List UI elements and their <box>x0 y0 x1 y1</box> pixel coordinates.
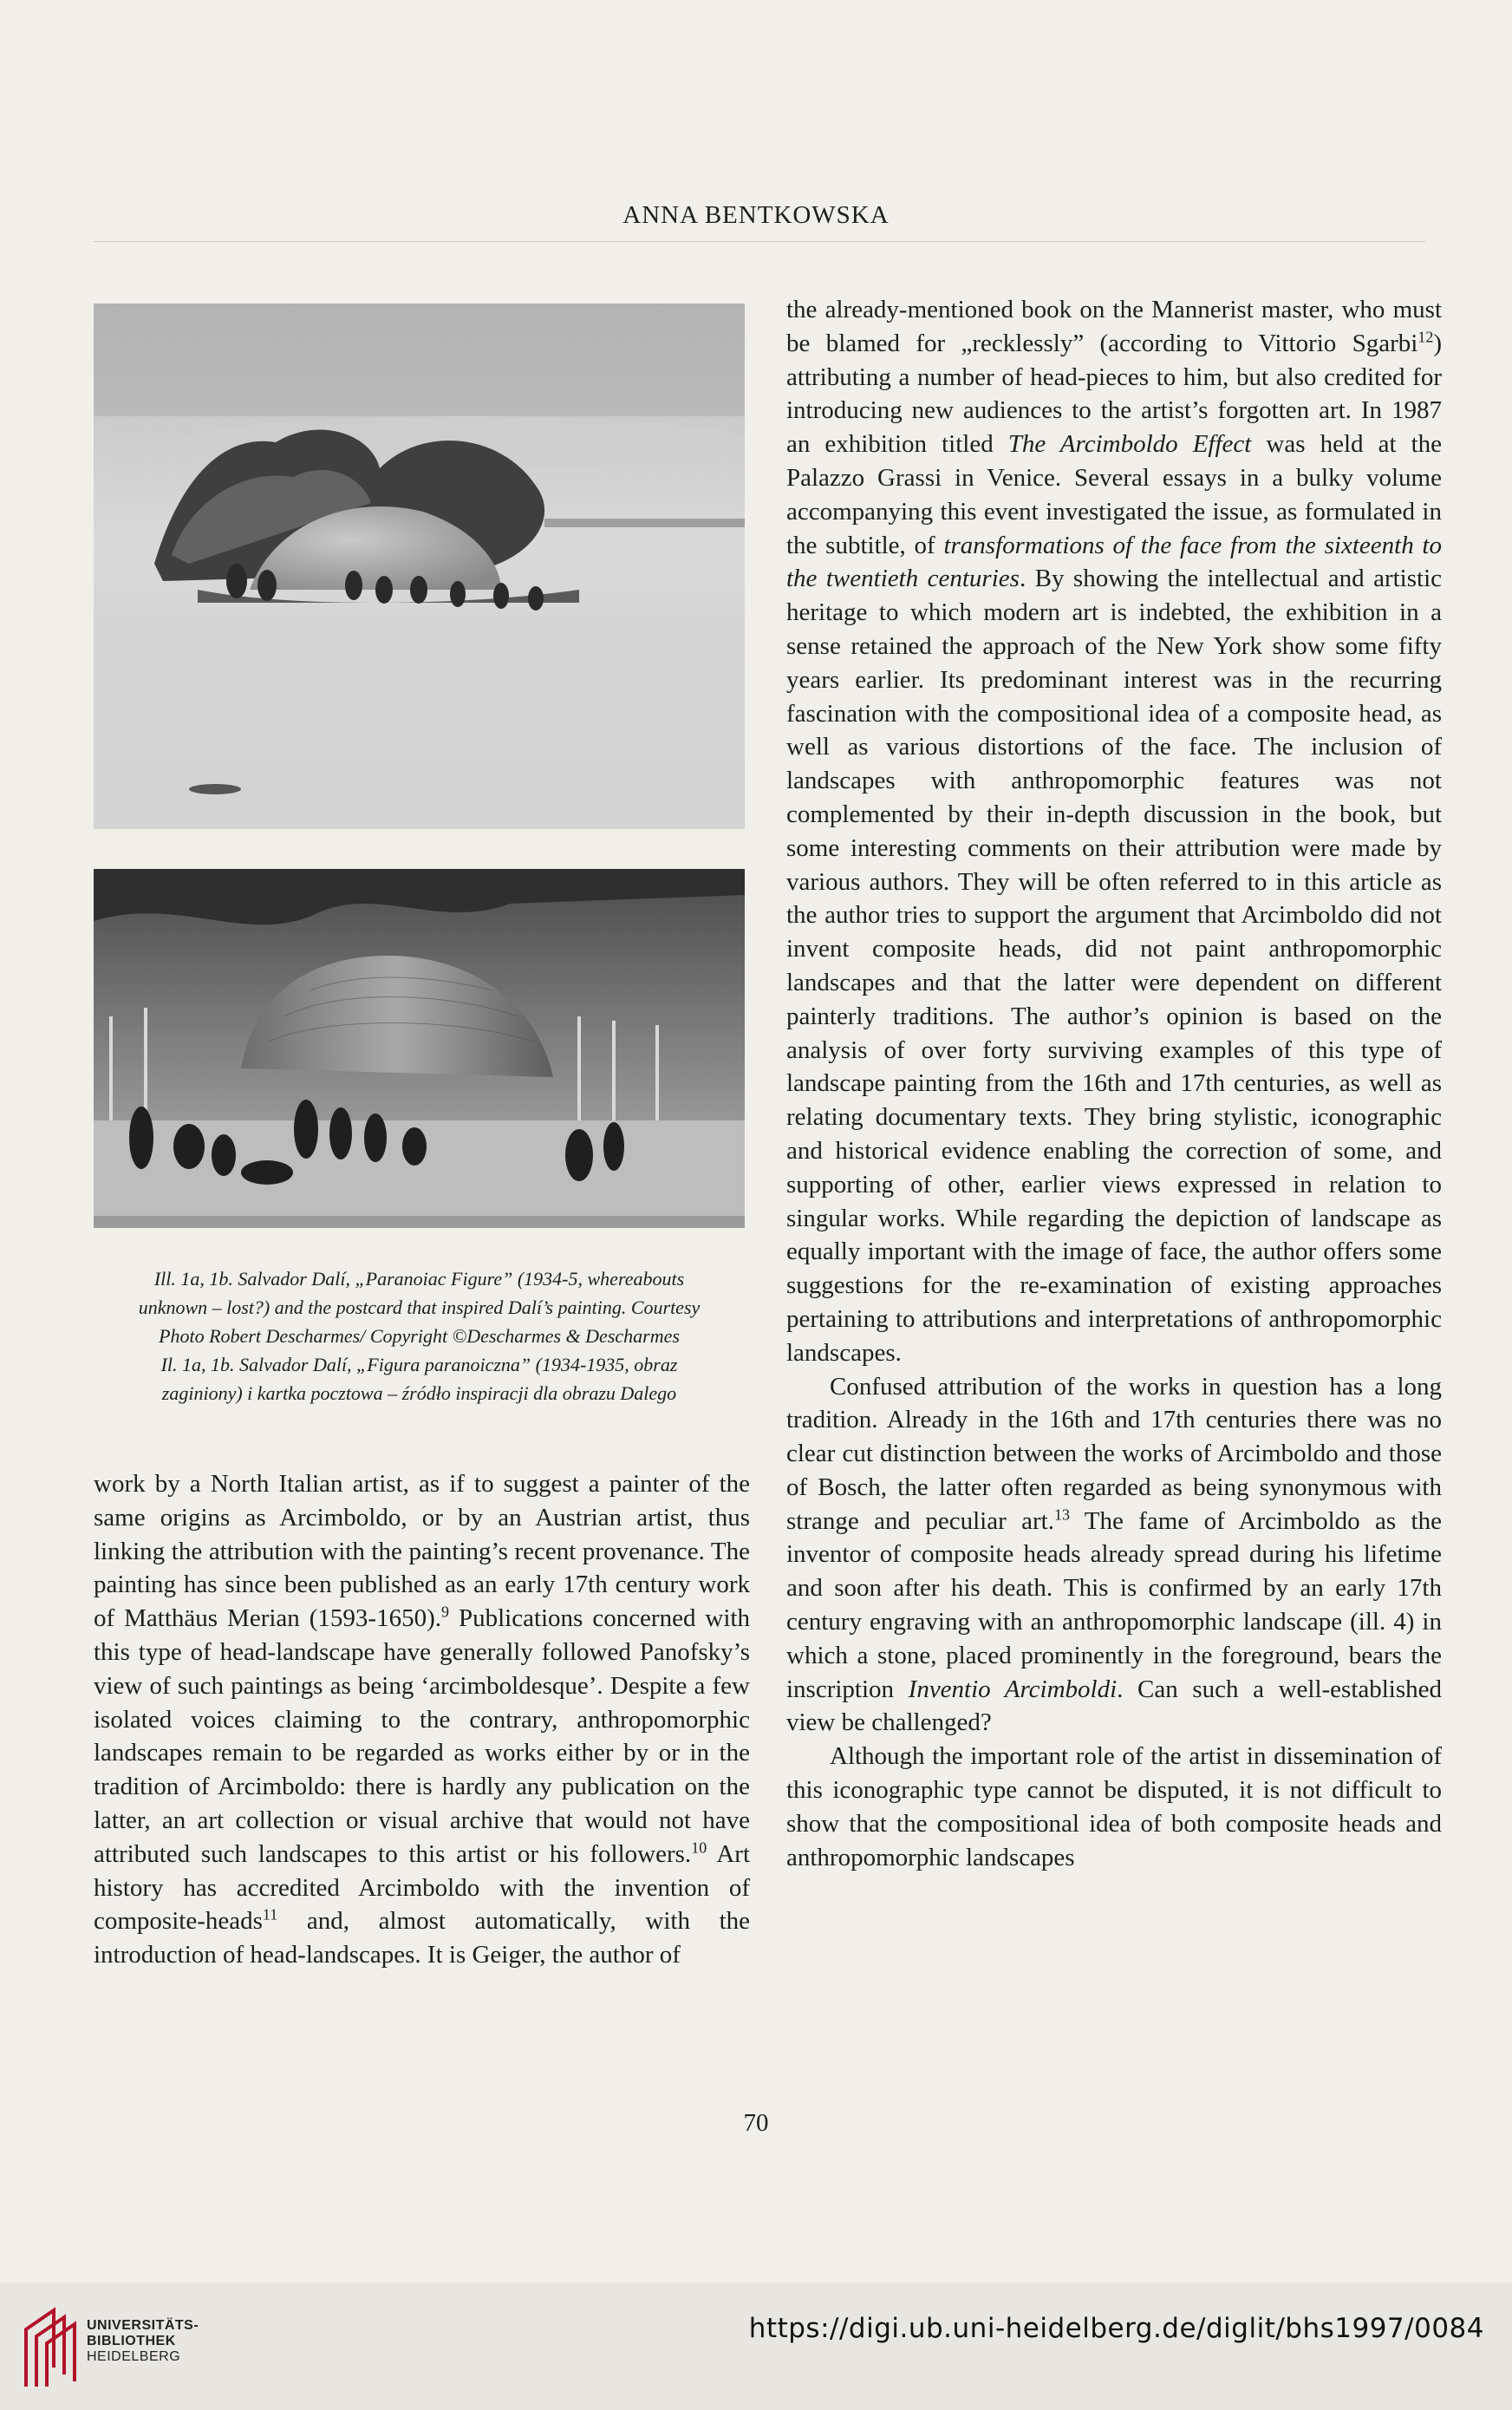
text-run: and, almost automatically, with the introduction of head-landscapes. It is Geiger, the author of <box>94 1907 750 1969</box>
figure-1a-painting <box>94 304 745 829</box>
left-column <box>94 1467 750 1972</box>
paragraph <box>786 1370 1442 1741</box>
footnote-ref: 11 <box>262 1905 278 1923</box>
text-run: Publications concerned with this type of head-landscape have generally followed Panofsky’s view of such paintings as being ‘arcimboldesque’. Despite a few isolated voices claiming to the contrary, anthropomorphic landscapes remain to be regarded as works either by or in the tradition of Arcimboldo: there is hardly any publication on the latter, an art collection or visual archive that would not have attributed such landscapes to this artist or his followers. <box>94 1604 750 1868</box>
postcard-image <box>94 869 745 1228</box>
text-run: . By showing the intellectual and artistic heritage to which modern art is indebted, the exhibition in a sense retained the approach of the New York show some fifty years earlier. Its predominant interest was in the recurring fascination with the compositional idea of a composite head, as well as various distortions of the face. The inclusion of landscapes with anthropomorphic features was not complemented by their in-depth discussion in the book, but some interesting comments on their attribution were made by various authors. They will be often referred to in this article as the author tries to support the argument that Arcimboldo did not invent composite heads, did not paint anthropomorphic landscapes and that the latter were dependent on different painterly traditions. The author’s opinion is based on the analysis of over forty surviving examples of this type of landscape painting from the 16th and 17th centuries, as well as relating documentary texts. They bring stylistic, iconographic and historical evidence enabling the correction of some, and supporting of other, earlier views expressed in relation to singular works. While regarding the depiction of landscape as equally important with the image of face, the author offers some suggestions for the re-examination of existing approaches pertaining to attributions and interpretations of anthropomorphic landscapes. <box>786 565 1442 1367</box>
paragraph <box>94 1467 750 1972</box>
exhibition-title: The Arcimboldo Effect <box>1007 430 1252 459</box>
text-run: Art history has accredited Arcimboldo with the invention of composite-heads <box>94 1839 751 1936</box>
source-url-link[interactable]: https://digi.ub.uni-heidelberg.de/diglit/bhs1997/0084 <box>748 2313 1484 2344</box>
library-logo-icon <box>19 2303 81 2390</box>
inscription: Inventio Arcimboldi <box>908 1675 1118 1703</box>
text-run: The fame of Arcimboldo as the inventor of composite heads already spread during his lifetime and soon after his death. This is confirmed by an early 17th century engraving with an anthropomorphic landscape (ill. 4) in which a stone, placed prominently in the foreground, bears the inscription <box>786 1506 1442 1703</box>
caption-line: zaginiony) i kartka pocztowa – źródło inspiracji dla obrazu Dalego <box>161 1382 677 1404</box>
library-name-line: BIBLIOTHEK <box>87 2334 176 2348</box>
text-run: . Can such a well-established view be challenged? <box>786 1675 1443 1737</box>
footnote-ref: 10 <box>691 1839 707 1857</box>
painting-image <box>94 304 745 829</box>
running-head: ANNA BENTKOWSKA <box>622 201 890 229</box>
text-run: was held at the Palazzo Grassi in Venice. Several essays in a bulky volume accompanying this event investigated the issue, as formulated in the subtitle, of <box>786 430 1442 559</box>
library-name-line: UNIVERSITÄTS- <box>87 2318 199 2333</box>
text-run: ) attributing a number of head-pieces to him, but also credited for introducing new audiences to the artist’s forgotten art. In 1987 an exhibition titled <box>786 329 1442 459</box>
text-run: work by a North Italian artist, as if to suggest a painter of the same origins as Arcimboldo, or by an Austrian artist, thus linking the attribution with the painting’s recent provenance. The painting has since been published as an early 17th century work of Matthäus Merian (1593-1650). <box>94 1470 750 1633</box>
caption-line: Photo Robert Descharmes/ Copyright ©Descharmes & Descharmes <box>159 1325 680 1347</box>
header-rule <box>94 241 1425 242</box>
right-column <box>786 293 1442 1874</box>
paragraph <box>786 293 1442 1370</box>
footnote-ref: 13 <box>1053 1505 1070 1524</box>
subtitle-quote: transformations of the face from the sixteenth to the twentieth centuries <box>786 531 1442 593</box>
text-run: Although the important role of the artist in dissemination of this iconographic type cannot be disputed, it is not difficult to show that the compositional idea of both composite heads and anthropomorphic landscapes <box>786 1742 1442 1871</box>
caption-line: Il. 1a, 1b. Salvador Dalí, „Figura paranoiczna” (1934-1935, obraz <box>160 1354 678 1375</box>
footnote-ref: 12 <box>1418 328 1434 346</box>
paragraph <box>786 1740 1442 1874</box>
figure-caption <box>94 1264 745 1407</box>
footnote-ref: 9 <box>440 1603 449 1621</box>
text-run: the already-mentioned book on the Mannerist master, who must be blamed for „recklessly” (according to Vittorio Sgarbi <box>786 296 1442 357</box>
text-run: Confused attribution of the works in question has a long tradition. Already in the 16th and 17th centuries there was no clear cut distinction between the works of Arcimboldo and those of Bosch, the latter often regarded as being synonymous with strange and peculiar art. <box>786 1372 1442 1535</box>
figure-1b-postcard <box>94 869 745 1228</box>
caption-line: Ill. 1a, 1b. Salvador Dalí, „Paranoiac Figure” (1934-5, whereabouts <box>153 1268 685 1290</box>
footer-bar <box>0 2283 1512 2410</box>
page-number: 70 <box>743 2109 769 2137</box>
library-name <box>87 2318 199 2365</box>
library-name-line: HEIDELBERG <box>87 2349 181 2364</box>
caption-line: unknown – lost?) and the postcard that inspired Dalí’s painting. Courtesy <box>138 1296 701 1318</box>
